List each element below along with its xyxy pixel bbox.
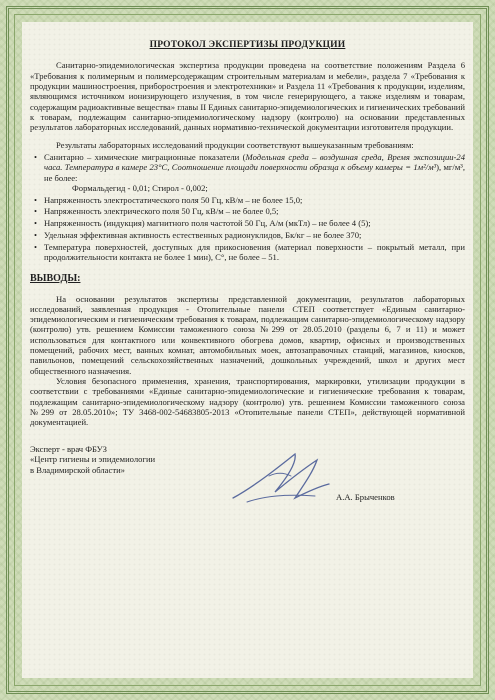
results-intro: Результаты лабораторных исследований продукции соответствуют вышеуказанным требованиям: — [56, 139, 414, 150]
signer-organization — [30, 444, 155, 476]
signer-org-line: «Центр гигиены и эпидемиологии — [30, 454, 156, 465]
document-sheet — [22, 22, 473, 678]
list-item: • Напряженность (индукция) магнитного поля частотой 50 Гц, А/м (мкТл) – не более 4 (5); — [44, 218, 465, 228]
conclusions-heading: ВЫВОДЫ: — [30, 272, 81, 284]
signature-block — [30, 444, 465, 514]
document-title: ПРОТОКОЛ ЭКСПЕРТИЗЫ ПРОДУКЦИИ — [149, 40, 346, 50]
list-item: • Напряженность электрического поля 50 Гц, кВ/м – не более 0,5; — [44, 206, 465, 216]
migration-indicators-text: Санитарно – химические миграционные показатели ( — [44, 151, 246, 162]
list-item: • Напряженность электростатического поля 50 Гц, кВ/м – не более 15,0; — [44, 195, 465, 205]
handwritten-signature — [225, 446, 335, 508]
conclusion-paragraph-1: На основании результатов экспертизы представленной документации, результатов лабораторных исследований, заявленная продукция - Отопительные панели СТЕП соответствует «Единым санитарно-эпидемиологическим и гигиеническим требования к товарам, подлежащим санитарно-эпидемиологическому надзору (контролю) утв. решением Комиссии таможенного союза №299 от 28.05.2010 (разделы 6, 7 и 11) и может использоваться для контактного или конвективного обогрева домов, квартир, офисных и производственных помещений, рабочих мест, ванных комнат, автомобильных моек, автозаправочных станций, магазинов, киосков, павильонов, помещений сельскохозяйственных назначений, дошкольных учреждений, школ и других мест общественного назначения. — [30, 293, 465, 376]
signer-name: А.А. Брыченков — [336, 491, 395, 502]
list-item: • Удельная эффективная активность естественных радионуклидов, Бк/кг – не более 370; — [44, 230, 465, 240]
intro-paragraph: Санитарно-эпидемиологическая экспертиза продукции проведена на соответствие положениям Раздела 6 «Требования к полимерным и полимерсодержащим строительным материалам и мебели», раздела 7 «Требования к продукции машиностроения, приборостроения и электротехники» и Раздела 11 «Требования к продукции, изделиям, являющимся источником ионизирующего излучения, в том числе генерирующего, а также изделиям и товарам, содержащим радиоактивные вещества» главы II Единых санитарно-эпидемиологических и гигиенических требований к товарам, подлежащим санитарно-эпидемиологическому надзору (контролю) на основании представленных результатов лабораторных исследований, данных нормативно-технической документации изготовителя продукции. — [30, 60, 465, 133]
list-item: • Температура поверхностей, доступных для прикосновения (материал поверхности – покрытый металл, при продолжительности контакта не более 1 мин), С°, не более – 51. — [44, 242, 465, 263]
list-item — [44, 152, 465, 193]
units-text: ), мг/м³, не более: — [44, 162, 465, 183]
migration-values: Формальдегид - 0,01; Стирол - 0,002; — [72, 182, 208, 193]
signer-title: Эксперт - врач ФБУЗ — [30, 443, 107, 454]
document-content — [30, 40, 465, 514]
conclusion-paragraph-2: Условия безопасного применения, хранения, транспортирования, маркировки, утилизации продукции в соответствии с требованиями «Единые санитарно-эпидемиологические и гигиенические требования к товарам, подлежащим санитарно-эпидемиологическому надзору (контролю) утв. решением Комиссии таможенного союза №299 от 28.05.2010»; ТУ 3468-002-54683805-2013 «Отопительные панели СТЕП», действующей нормативной документацией. — [30, 376, 465, 428]
test-conditions-text: Модельная среда – воздушная среда, Время экспозиции-24 часа. Температура в камере 23°С, Соотношение площади поверхности образца к объему камеры = 1м²/м³ — [44, 151, 465, 173]
signer-region-line: в Владимирской области» — [30, 465, 125, 476]
results-list — [30, 152, 465, 263]
